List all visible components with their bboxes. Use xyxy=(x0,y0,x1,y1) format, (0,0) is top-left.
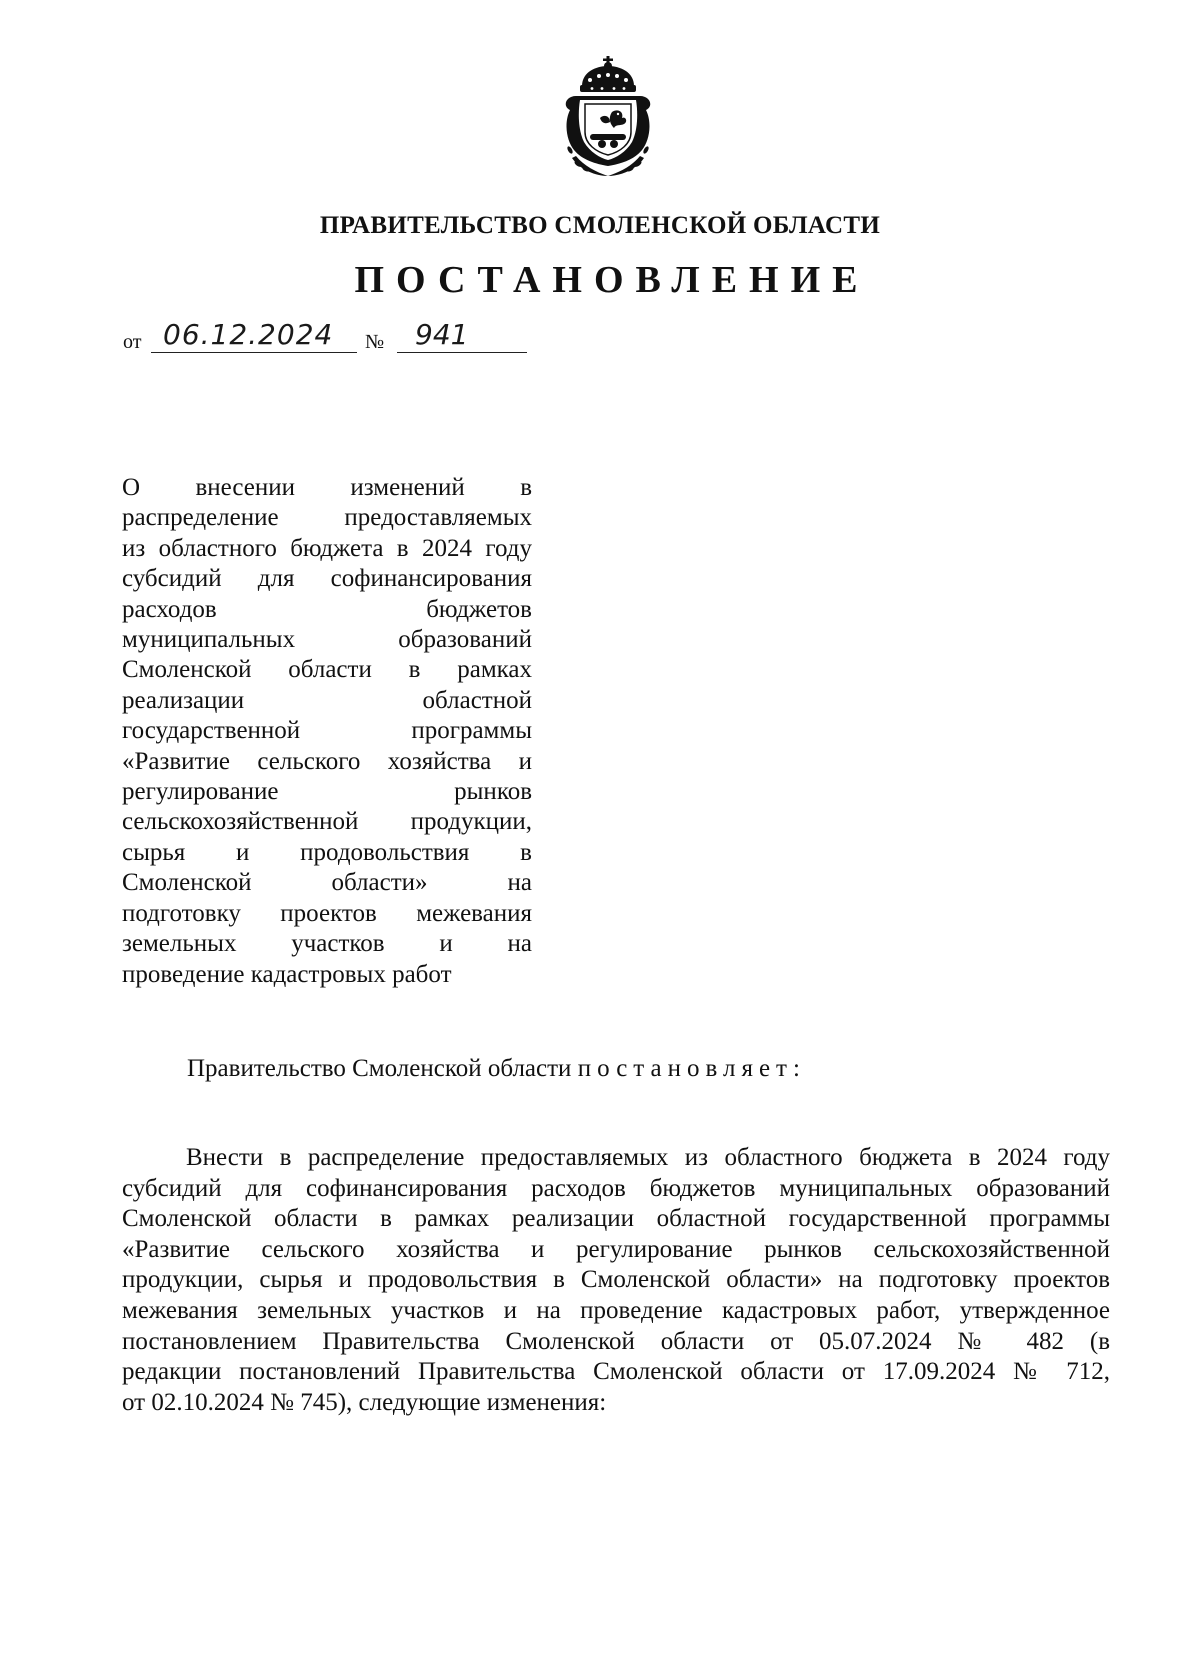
smolensk-coat-of-arms-icon xyxy=(552,52,664,180)
body-line: редакции постановлений Правительства Смоленской области от 17.09.2024 № 712, xyxy=(122,1358,1110,1386)
subject-line: подготовку проектов межевания xyxy=(122,899,532,927)
number-sign: № xyxy=(365,331,385,353)
resolution-clause xyxy=(187,1055,806,1083)
date-field xyxy=(151,318,357,353)
resolution-subject: Правительство Смоленской области xyxy=(187,1055,572,1082)
organization-title: ПРАВИТЕЛЬСТВО СМОЛЕНСКОЙ ОБЛАСТИ xyxy=(319,212,881,239)
subject-line: О внесении изменений в xyxy=(122,474,532,501)
body-line: Внести в распределение предоставляемых из областного бюджета в 2024 году xyxy=(186,1144,1110,1171)
body-line: Смоленской области в рамках реализации областной государственной программы xyxy=(122,1205,1110,1233)
subject-line: сельскохозяйственной продукции, xyxy=(122,808,532,836)
subject-line: расходов бюджетов xyxy=(122,595,532,623)
subject-line: проведение кадастровых работ xyxy=(122,960,452,988)
body-line: продукции, сырья и продовольствия в Смоленской области» на подготовку проектов xyxy=(122,1266,1110,1294)
subject-line: распределение предоставляемых xyxy=(122,504,532,532)
subject-line: земельных участков и на xyxy=(122,930,532,958)
subject-line: государственной программы xyxy=(122,717,532,745)
document-type-title: ПОСТАНОВЛЕНИЕ xyxy=(354,259,870,301)
subject-line: реализации областной xyxy=(122,686,532,714)
subject-line: муниципальных образований xyxy=(122,626,532,654)
body-line: межевания земельных участков и на проведение кадастровых работ, утвержденное xyxy=(122,1296,1110,1324)
subject-block xyxy=(122,473,532,990)
handwritten-date: 06.12.2024 xyxy=(163,318,334,351)
body-paragraph xyxy=(122,1143,1110,1418)
date-prefix: от xyxy=(123,331,142,353)
subject-line: Смоленской области» на xyxy=(122,869,532,897)
body-line: субсидий для софинансирования расходов бюджетов муниципальных образований xyxy=(122,1174,1110,1202)
body-line: от 02.10.2024 № 745), следующие изменения: xyxy=(122,1388,607,1416)
subject-line: из областного бюджета в 2024 году xyxy=(122,534,532,562)
subject-line: Смоленской области в рамках xyxy=(122,656,532,684)
handwritten-number: 941 xyxy=(415,318,469,351)
subject-line: субсидий для софинансирования xyxy=(122,565,532,593)
subject-line: сырья и продовольствия в xyxy=(122,838,532,866)
body-line: постановлением Правительства Смоленской области от 05.07.2024 № 482 (в xyxy=(122,1327,1110,1355)
number-field xyxy=(397,318,527,353)
body-line: «Развитие сельского хозяйства и регулирование рынков сельскохозяйственной xyxy=(122,1235,1110,1263)
registration-line xyxy=(123,318,543,356)
resolution-verb: постановляет: xyxy=(577,1055,806,1082)
subject-line: «Развитие сельского хозяйства и xyxy=(122,747,532,775)
subject-line: регулирование рынков xyxy=(122,778,532,806)
